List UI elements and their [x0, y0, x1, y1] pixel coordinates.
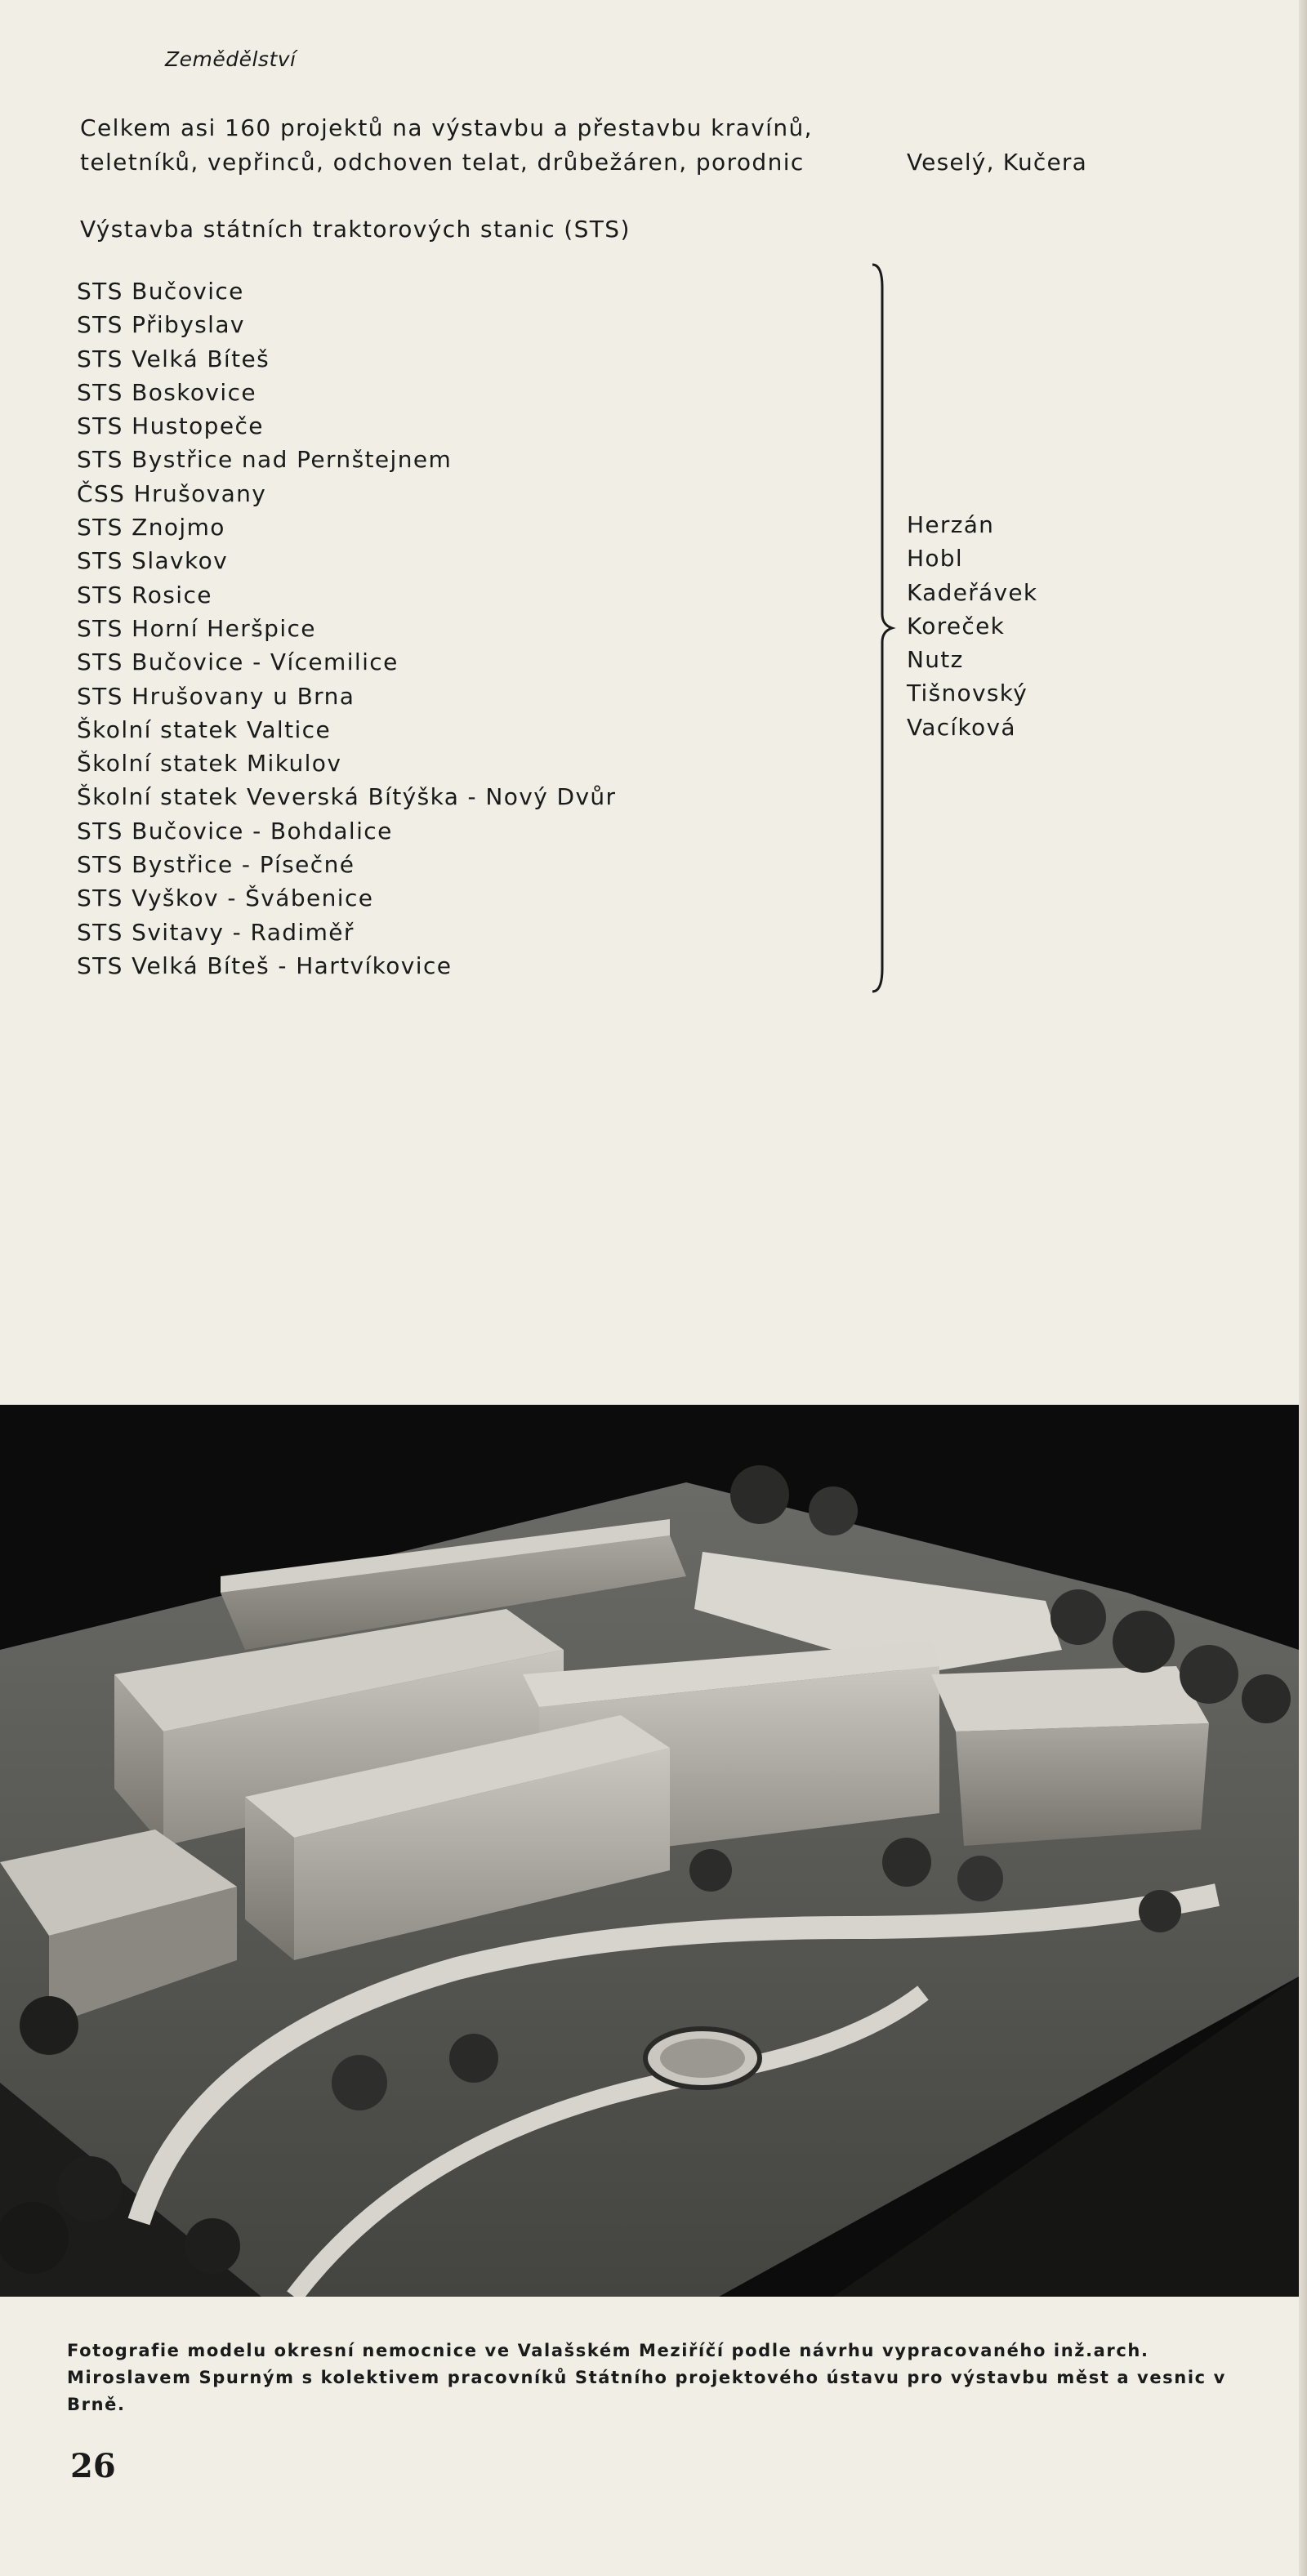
intro-authors: Veselý, Kučera: [907, 149, 1087, 176]
intro-line-1: Celkem asi 160 projektů na výstavbu a přestavbu kravínů,: [80, 114, 813, 141]
author-name: Herzán: [907, 511, 995, 538]
list-item: STS Bučovice - Bohdalice: [77, 817, 393, 845]
curly-brace: [866, 263, 899, 993]
sts-project-list: [77, 274, 616, 983]
list-item: STS Velká Bíteš: [77, 345, 270, 372]
list-item: STS Bystřice nad Pernštejnem: [77, 446, 453, 474]
list-item: STS Rosice: [77, 581, 212, 608]
section-heading: Zemědělství: [165, 47, 297, 71]
intro-line-2: teletníků, vepřinců, odchoven telat, drůbežáren, porodnic: [80, 149, 805, 176]
list-item: STS Slavkov: [77, 547, 229, 575]
sts-title: Výstavba státních traktorových stanic (STS): [80, 216, 631, 243]
list-item: STS Vyškov - Švábenice: [77, 885, 374, 912]
list-item: STS Velká Bíteš - Hartvíkovice: [77, 952, 453, 979]
list-item: STS Hrušovany u Brna: [77, 682, 355, 710]
photo-caption: Fotografie modelu okresní nemocnice ve Valašském Meziříčí podle návrhu vypracovaného inž.arch. Miroslavem Spurným s kolektivem pracovníků Státního projektového ústavu pro výstavbu měst a vesnic v Brně.: [67, 2341, 1226, 2414]
author-name: Hobl: [907, 545, 963, 573]
list-item: STS Přibyslav: [77, 311, 245, 339]
list-item: STS Svitavy - Radiměř: [77, 918, 355, 946]
list-item: STS Boskovice: [77, 378, 256, 406]
list-item: STS Hustopeče: [77, 412, 264, 440]
list-item: ČSS Hrušovany: [77, 479, 267, 507]
list-item: STS Horní Heršpice: [77, 614, 316, 642]
list-item: Školní statek Mikulov: [77, 750, 342, 778]
hospital-model-illustration: [0, 1405, 1299, 2297]
author-name: Tišnovský: [907, 680, 1028, 707]
hospital-model-photo: [0, 1405, 1299, 2297]
author-name: Koreček: [907, 612, 1006, 640]
list-item: STS Znojmo: [77, 514, 225, 541]
list-item: Školní statek Veverská Bítýška - Nový Dvůr: [77, 783, 617, 811]
page-number: 26: [70, 2447, 116, 2485]
author-name: Vacíková: [907, 713, 1016, 741]
page-edge: [1299, 0, 1307, 2576]
author-name: Kadeřávek: [907, 578, 1038, 606]
author-name: Nutz: [907, 646, 964, 674]
sts-authors-list: [907, 508, 1037, 744]
list-item: Školní statek Valtice: [77, 715, 332, 743]
list-item: STS Bučovice: [77, 278, 244, 305]
list-item: STS Bystřice - Písečné: [77, 851, 355, 879]
list-item: STS Bučovice - Vícemilice: [77, 648, 399, 676]
